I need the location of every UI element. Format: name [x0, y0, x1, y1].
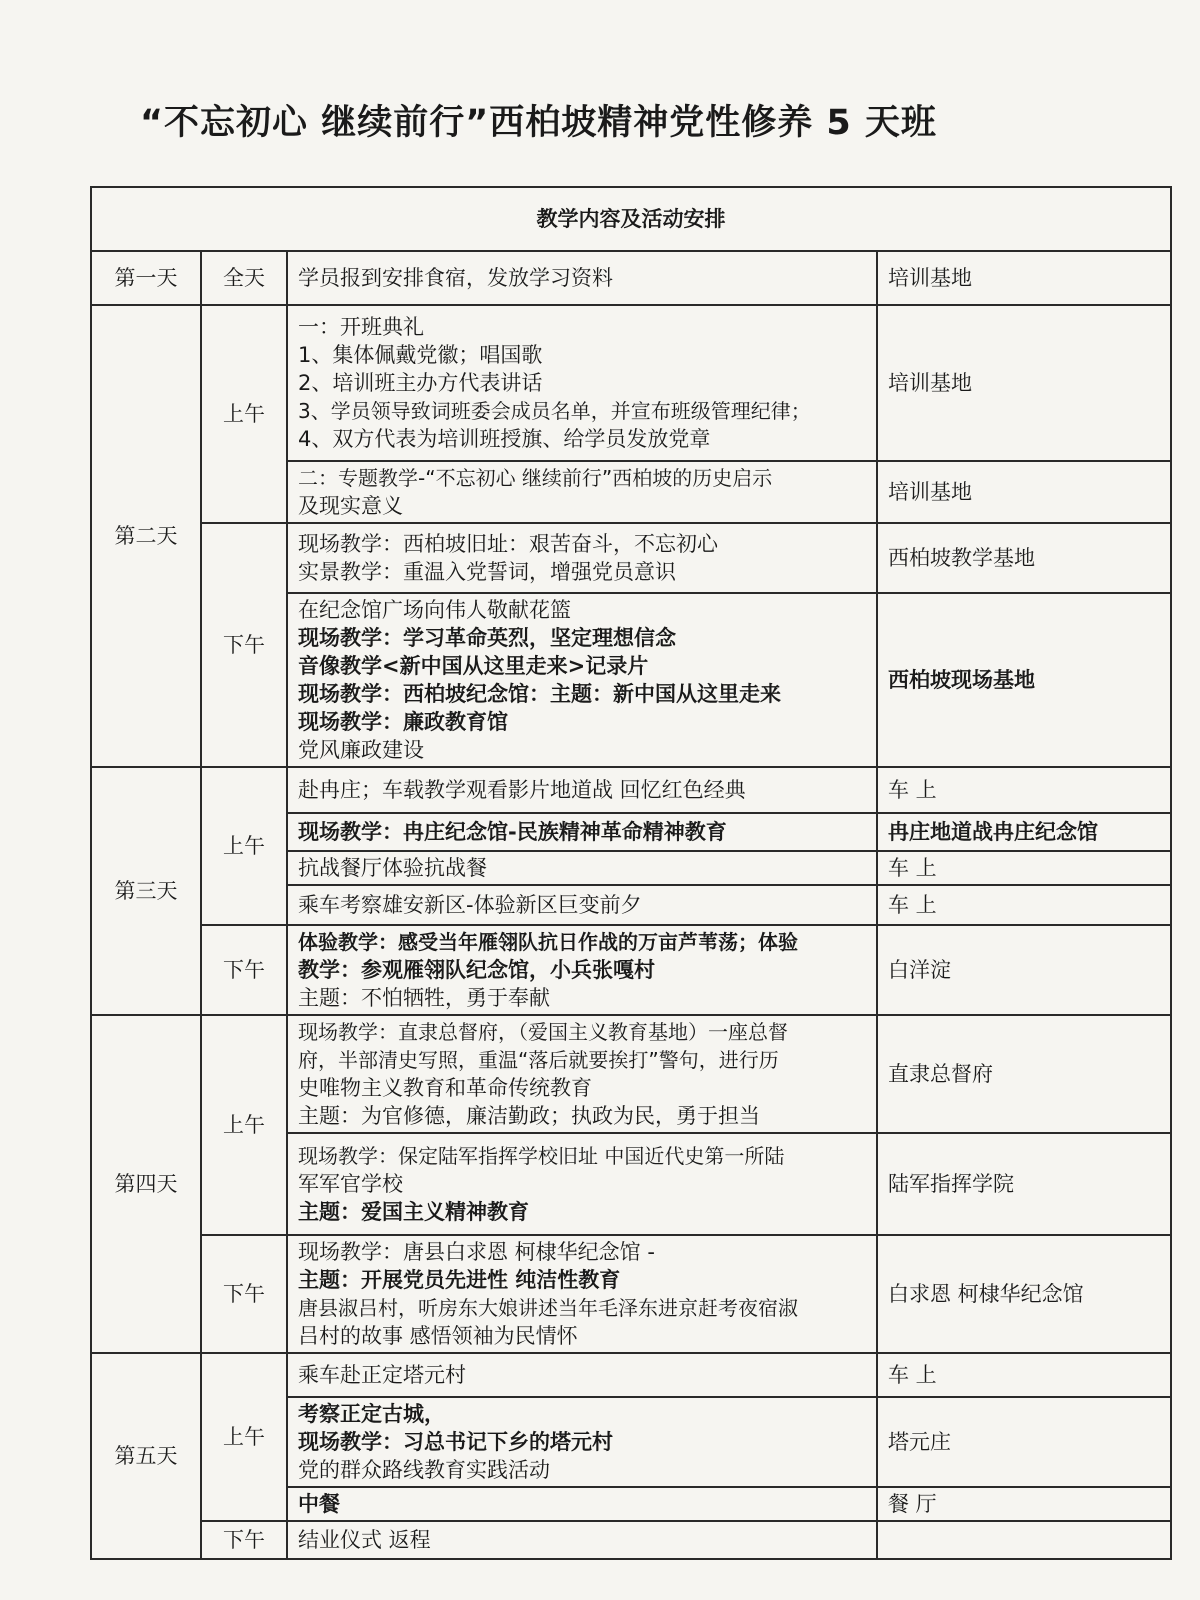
- content-line: 考察正定古城，: [298, 1402, 445, 1426]
- table-row: [91, 1015, 1171, 1133]
- content-cell: 中餐: [287, 1487, 877, 1521]
- schedule-table: [90, 186, 1172, 1560]
- content-line: 现场教学：西柏坡旧址：艰苦奋斗，不忘初心: [298, 532, 718, 556]
- location-cell: 直隶总督府: [877, 1015, 1171, 1133]
- content-cell: [287, 1133, 877, 1235]
- content-line: 二：专题教学-“不忘初心 继续前行”西柏坡的历史启示: [298, 466, 773, 490]
- content-line: 4、双方代表为培训班授旗、给学员发放党章: [298, 427, 711, 451]
- day-label: 第二天: [91, 305, 201, 767]
- table-header: 教学内容及活动安排: [91, 187, 1171, 251]
- location-cell: 培训基地: [877, 461, 1171, 523]
- content-cell: [287, 1397, 877, 1487]
- content-cell: [287, 1015, 877, 1133]
- table-row: [91, 767, 1171, 813]
- content-cell: 抗战餐厅体验抗战餐: [287, 851, 877, 885]
- slot-label: 下午: [201, 1521, 287, 1559]
- slot-label: 上午: [201, 1015, 287, 1235]
- content-line: 一：开班典礼: [298, 315, 424, 339]
- location-cell: 白求恩 柯棣华纪念馆: [877, 1235, 1171, 1353]
- content-line: 军军官学校: [298, 1172, 403, 1196]
- location-cell: [877, 1521, 1171, 1559]
- location-cell: 车 上: [877, 851, 1171, 885]
- page-title: “不忘初心 继续前行”西柏坡精神党性修养 5 天班: [140, 103, 937, 143]
- content-line: 主题：爱国主义精神教育: [298, 1200, 529, 1224]
- day-label: 第四天: [91, 1015, 201, 1353]
- content-cell: [287, 925, 877, 1015]
- content-line: 在纪念馆广场向伟人敬献花篮: [298, 598, 571, 622]
- content-line: 教学：参观雁翎队纪念馆，小兵张嘎村: [298, 958, 655, 982]
- table-row: [91, 1353, 1171, 1397]
- content-line: 现场教学：唐县白求恩 柯棣华纪念馆 -: [298, 1240, 655, 1264]
- content-cell: 乘车考察雄安新区-体验新区巨变前夕: [287, 885, 877, 925]
- day-label: 第五天: [91, 1353, 201, 1559]
- content-line: 实景教学：重温入党誓词，增强党员意识: [298, 560, 676, 584]
- slot-label: 上午: [201, 767, 287, 925]
- slot-label: 全天: [201, 251, 287, 305]
- table-row: [91, 1521, 1171, 1559]
- location-cell: 培训基地: [877, 305, 1171, 461]
- content-line: 2、培训班主办方代表讲话: [298, 371, 543, 395]
- location-cell: 车 上: [877, 1353, 1171, 1397]
- table-row: [91, 925, 1171, 1015]
- location-cell: 车 上: [877, 885, 1171, 925]
- content-line: 党的群众路线教育实践活动: [298, 1458, 550, 1482]
- slot-label: 上午: [201, 305, 287, 523]
- slot-label: 下午: [201, 523, 287, 767]
- content-line: 唐县淑吕村，听房东大娘讲述当年毛泽东进京赶考夜宿淑: [298, 1296, 798, 1320]
- content-cell: 学员报到安排食宿，发放学习资料: [287, 251, 877, 305]
- content-line: 体验教学：感受当年雁翎队抗日作战的万亩芦苇荡；体验: [298, 930, 798, 954]
- slot-label: 下午: [201, 925, 287, 1015]
- content-line: 1、集体佩戴党徽；唱国歌: [298, 343, 543, 367]
- content-line: 音像教学<新中国从这里走来>记录片: [298, 654, 649, 678]
- location-cell: 培训基地: [877, 251, 1171, 305]
- content-cell: 现场教学：冉庄纪念馆-民族精神革命精神教育: [287, 813, 877, 851]
- content-line: 现场教学：学习革命英烈，坚定理想信念: [298, 626, 676, 650]
- location-cell: 陆军指挥学院: [877, 1133, 1171, 1235]
- content-line: 党风廉政建设: [298, 738, 424, 762]
- content-line: 及现实意义: [298, 494, 403, 518]
- content-line: 主题：开展党员先进性 纯洁性教育: [298, 1268, 621, 1292]
- location-cell: 西柏坡教学基地: [877, 523, 1171, 593]
- content-line: 3、学员领导致词班委会成员名单，并宣布班级管理纪律；: [298, 399, 811, 423]
- content-cell: [287, 1235, 877, 1353]
- content-line: 主题：为官修德，廉洁勤政；执政为民，勇于担当: [298, 1104, 760, 1128]
- location-cell: 餐 厅: [877, 1487, 1171, 1521]
- location-cell: 白洋淀: [877, 925, 1171, 1015]
- content-cell: 结业仪式 返程: [287, 1521, 877, 1559]
- table-row: [91, 305, 1171, 461]
- slot-label: 下午: [201, 1235, 287, 1353]
- content-line: 主题：不怕牺牲，勇于奉献: [298, 986, 550, 1010]
- content-cell: [287, 461, 877, 523]
- content-line: 现场教学：西柏坡纪念馆：主题：新中国从这里走来: [298, 682, 781, 706]
- content-line: 现场教学：直隶总督府，（爱国主义教育基地）一座总督: [298, 1020, 788, 1044]
- location-cell: 西柏坡现场基地: [877, 593, 1171, 767]
- table-row: [91, 251, 1171, 305]
- location-cell: 冉庄地道战冉庄纪念馆: [877, 813, 1171, 851]
- content-line: 现场教学：廉政教育馆: [298, 710, 508, 734]
- content-line: 吕村的故事 感悟领袖为民情怀: [298, 1324, 578, 1348]
- location-cell: 车 上: [877, 767, 1171, 813]
- content-cell: [287, 305, 877, 461]
- location-cell: 塔元庄: [877, 1397, 1171, 1487]
- content-line: 史唯物主义教育和革命传统教育: [298, 1076, 592, 1100]
- content-cell: 赴冉庄；车载教学观看影片地道战 回忆红色经典: [287, 767, 877, 813]
- table-row: [91, 523, 1171, 593]
- table-header-row: [91, 187, 1171, 251]
- day-label: 第三天: [91, 767, 201, 1015]
- content-line: 府，半部清史写照，重温“落后就要挨打”警句，进行历: [298, 1048, 779, 1072]
- content-line: 现场教学：习总书记下乡的塔元村: [298, 1430, 613, 1454]
- content-cell: [287, 523, 877, 593]
- content-cell: [287, 593, 877, 767]
- content-line: 现场教学：保定陆军指挥学校旧址 中国近代史第一所陆: [298, 1144, 785, 1168]
- table-row: [91, 1235, 1171, 1353]
- slot-label: 上午: [201, 1353, 287, 1521]
- day-label: 第一天: [91, 251, 201, 305]
- content-cell: 乘车赴正定塔元村: [287, 1353, 877, 1397]
